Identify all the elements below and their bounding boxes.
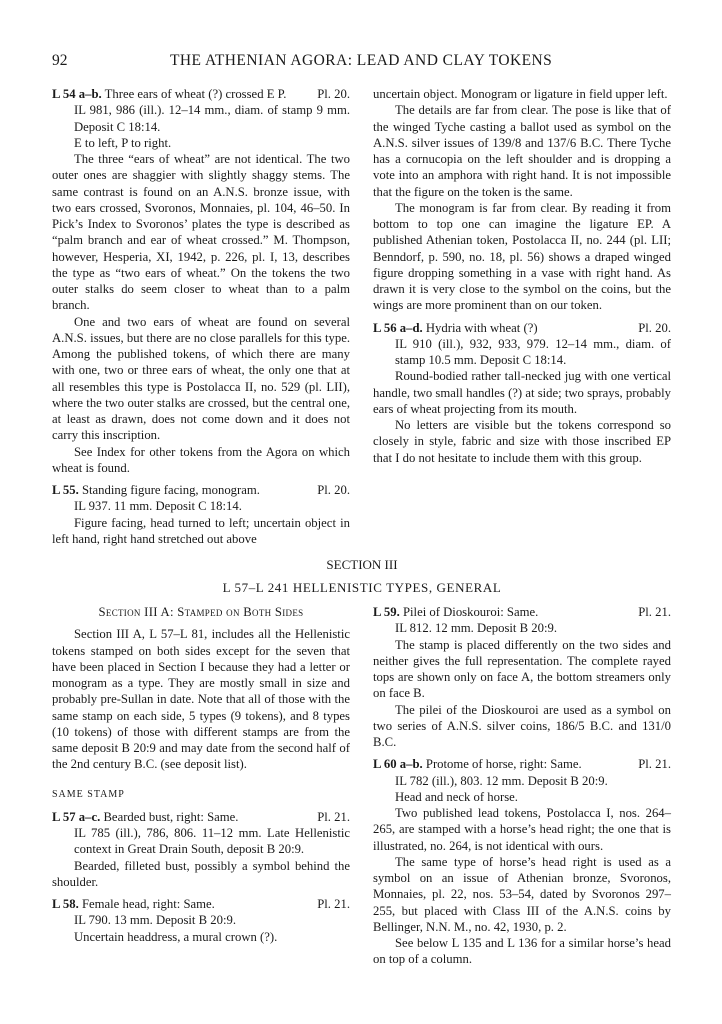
body-paragraph: The same type of horse’s head right is used as a symbol on an issue of Athenian bronze, Svoronos, Monnaies, pl. 22, nos. 53–54, dated by Svoronos 297–255, but placed with Class III of the A.N.S. coins by Bellinger, N.N. M., no. 42, 1930, p. 2. — [373, 854, 671, 934]
body-paragraph: See below L 135 and L 136 for a similar horse’s head on top of a column. — [373, 936, 671, 967]
plate-ref: Pl. 20. — [317, 483, 350, 497]
entry-code: L 60 a–b. — [373, 757, 423, 772]
entry-code: L 55. — [52, 483, 79, 497]
entry-description: Head and neck of horse. — [395, 789, 518, 804]
entry-l58 — [52, 896, 350, 912]
entry-code: L 58. — [52, 897, 79, 911]
bottom-left-column — [52, 604, 350, 945]
bottom-right-column — [373, 604, 671, 968]
plate-ref: Pl. 21. — [638, 757, 671, 772]
body-paragraph: One and two ears of wheat are found on several A.N.S. issues, but there are no close parallels for this type. Among the published tokens, of which there are many with one, two or three ears of wheat, the only one that at all resembles this type is Postolacca II, no. 529 (pl. LII), where the two outer stalks are crossed, but the central one, at least as drawn, does not come down and it does not carry this inscription. — [52, 314, 350, 443]
entry-code: L 56 a–d. — [373, 320, 423, 335]
entry-inventory: IL 785 (ill.), 786, 806. 11–12 mm. Late Hellenistic context in Great Drain South, deposit B 20:9. — [74, 826, 350, 857]
entry-title: Bearded bust, right: Same. — [103, 809, 239, 824]
running-header — [52, 52, 672, 72]
body-paragraph: Bearded, filleted bust, possibly a symbol behind the shoulder. — [52, 858, 350, 889]
entry-inventory: IL 910 (ill.), 932, 933, 979. 12–14 mm., diam. of stamp 10.5 mm. Deposit C 18:14. — [395, 336, 671, 367]
entry-code: L 54 a–b. — [52, 87, 102, 101]
body-paragraph: Uncertain headdress, a mural crown (?). — [74, 929, 278, 944]
entry-inventory: IL 790. 13 mm. Deposit B 20:9. — [74, 913, 236, 928]
section-label: SECTION III — [326, 557, 398, 572]
body-paragraph: See Index for other tokens from the Agora on which wheat is found. — [52, 444, 350, 475]
body-paragraph: Two published lead tokens, Postolacca I, nos. 264–265, are stamped with a horse’s head right; the one that is illustrated, no. 264, is not identical with ours. — [373, 806, 671, 853]
entry-title: Pilei of Dioskouroi: Same. — [402, 605, 539, 619]
page-number: 92 — [52, 52, 68, 69]
entry-inventory: IL 937. 11 mm. Deposit C 18:14. — [74, 499, 242, 514]
body-paragraph: The stamp is placed differently on the two sides and neither gives the full representation. The complete rayed tops are shown only on face A, the bottom streamers only on face B. — [373, 637, 671, 701]
entry-title: Standing figure facing, monogram. — [81, 483, 260, 497]
top-left-column — [52, 86, 350, 547]
body-paragraph: Round-bodied rather tall-necked jug with one vertical handle, two small handles (?) at side; two sprays, probably ears of wheat projecting from its mouth. — [373, 369, 671, 416]
entry-inventory: IL 782 (ill.), 803. 12 mm. Deposit B 20:9. — [395, 773, 608, 788]
body-paragraph: The three “ears of wheat” are not identical. The two outer ones are shaggier with slightly shaggy stems. The same contrast is found on an A.N.S. bronze issue, with two ears crossed, Svoronos, Monnaies, pl. 104, 46–50. In Pick’s Index to Svoronos’ plates the type is described as “palm branch and ear of wheat crossed.” M. Thompson, however, Hesperia, XI, 1942, p. 226, pl. I, 13, describes the type as “two ears of wheat.” On the tokens the two outer stalks do seem closer to wheat than to a palm branch. — [52, 152, 350, 313]
plate-ref: Pl. 21. — [638, 605, 671, 619]
running-title: THE ATHENIAN AGORA: LEAD AND CLAY TOKENS — [170, 52, 553, 69]
plate-ref: Pl. 20. — [317, 87, 350, 101]
body-paragraph: The details are far from clear. The pose is like that of the winged Tyche casting a ballot used as symbol on the A.N.S. silver issues of 139/8 and 137/6 B.C. There Tyche has a cornucopia on the left shoulder and is dropping a vote into an amphora with right hand. It is not impossible that the figure on the token is the same. — [373, 103, 671, 199]
entry-title: Protome of horse, right: Same. — [425, 757, 582, 772]
entry-code: L 59. — [373, 605, 400, 619]
body-paragraph: No letters are visible but the tokens correspond so closely in style, fabric and size with those inscribed EP that I do not hesitate to include them with this group. — [373, 418, 671, 465]
entry-l55 — [52, 482, 350, 498]
section-subtitle: L 57–L 241 HELLENISTIC TYPES, GENERAL — [222, 580, 502, 595]
plate-ref: Pl. 21. — [317, 809, 350, 824]
group-label: SAME STAMP — [52, 788, 125, 800]
subsection-heading: Section III A: Stamped on Both Sides — [98, 605, 304, 619]
top-right-column — [373, 86, 671, 466]
entry-l59 — [373, 604, 671, 620]
body-paragraph: Figure facing, head turned to left; uncertain object in left hand, right hand stretched out above — [52, 515, 350, 546]
body-paragraph: The monogram is far from clear. By reading it from bottom to top one can imagine the ligature EP. A published Athenian token, Postolacca II, no. 244 (pl. LII; Benndorf, p. 590, no. 18, pl. 56) shows a draped winged figure dropping something in a vase with right hand. As drawn it is very close to the symbol on the coins, but the wings are more prominent than on our token. — [373, 200, 671, 313]
entry-l57 — [52, 809, 350, 825]
entry-description: E to left, P to right. — [74, 135, 172, 150]
entry-title: Three ears of wheat (?) crossed E P. — [104, 87, 287, 101]
entry-inventory: IL 812. 12 mm. Deposit B 20:9. — [395, 621, 557, 636]
entry-title: Female head, right: Same. — [81, 897, 215, 911]
continued-text: uncertain object. Monogram or ligature in field upper left. — [373, 87, 668, 101]
entry-inventory: IL 981, 986 (ill.). 12–14 mm., diam. of stamp 9 mm. Deposit C 18:14. — [74, 103, 350, 134]
body-paragraph: Section III A, L 57–L 81, includes all the Hellenistic tokens stamped on both sides except for the seven that have been placed in Section I because they had a letter or monogram as a type. They are mostly small in size and probably pre-Sullan in date. Note that all of those with the same stamp on each side, 5 types (9 tokens), and 8 types (10 tokens) of those with different stamps are from the same deposit B 20:9 and may date from the second half of the 2nd century B.C. (see deposit list). — [52, 627, 350, 772]
plate-ref: Pl. 21. — [317, 897, 350, 911]
body-paragraph: The pilei of the Dioskouroi are used as a symbol on two series of A.N.S. silver coins, 186/5 B.C. and 131/0 B.C. — [373, 702, 671, 749]
plate-ref: Pl. 20. — [638, 320, 671, 335]
entry-title: Hydria with wheat (?) — [425, 320, 538, 335]
entry-l60 — [373, 756, 671, 772]
entry-l54 — [52, 86, 350, 102]
entry-code: L 57 a–c. — [52, 809, 101, 824]
entry-l56 — [373, 320, 671, 336]
